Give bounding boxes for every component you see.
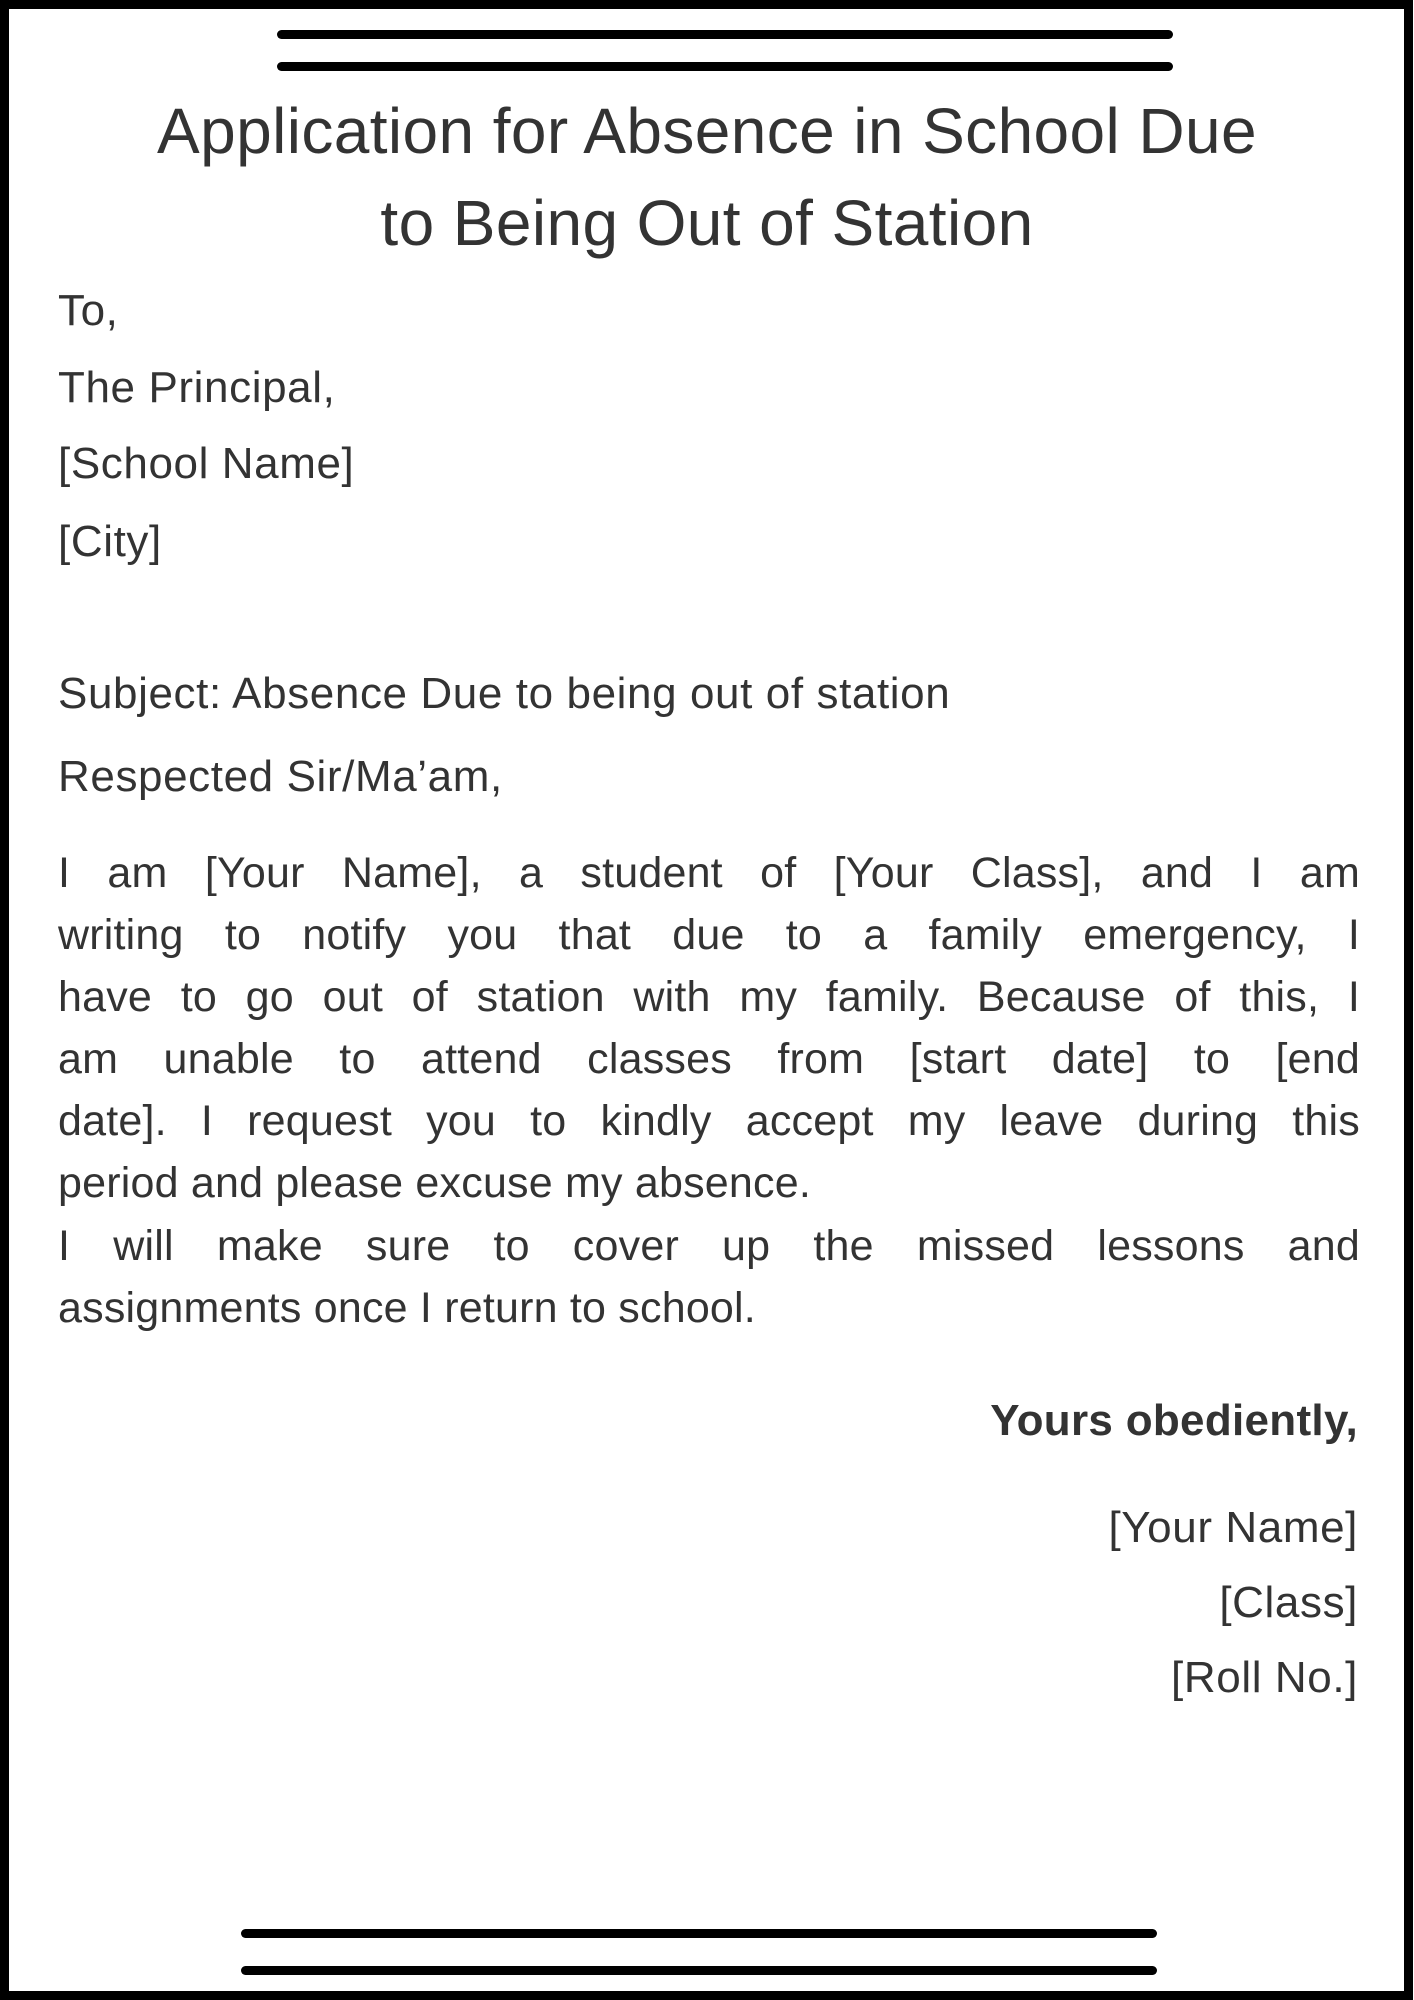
body-line-8: assignments once I return to school. (58, 1284, 756, 1332)
body-line-3: have to go out of station with my family. Because of this, I (58, 973, 1360, 1021)
recipient-school: [School Name] (58, 439, 355, 488)
bottom-rule-2 (241, 1966, 1157, 1975)
closing: Yours obediently, (990, 1396, 1358, 1445)
greeting: Respected Sir/Ma’am, (58, 752, 503, 801)
body-line-4: am unable to attend classes from [start date] to [end (58, 1035, 1360, 1083)
body-line-5: date]. I request you to kindly accept my leave during this (58, 1097, 1360, 1145)
top-rule-1 (277, 30, 1173, 39)
signature-roll-no: [Roll No.] (1171, 1653, 1358, 1702)
page-title-line-1: Application for Absence in School Due (157, 95, 1257, 167)
signature-class: [Class] (1219, 1578, 1358, 1627)
body-line-2: writing to notify you that due to a family emergency, I (58, 911, 1360, 959)
signature-name: [Your Name] (1108, 1503, 1358, 1552)
body-line-7: I will make sure to cover up the missed lessons and (58, 1222, 1360, 1270)
recipient-city: [City] (58, 517, 162, 566)
recipient-designation: The Principal, (58, 363, 336, 412)
recipient-to: To, (58, 286, 119, 335)
body-line-1: I am [Your Name], a student of [Your Class], and I am (58, 849, 1360, 897)
bottom-rule-1 (241, 1929, 1157, 1938)
page-title-line-2: to Being Out of Station (380, 187, 1034, 259)
top-rule-2 (277, 62, 1173, 71)
subject-line: Subject: Absence Due to being out of station (58, 669, 951, 718)
body-line-6: period and please excuse my absence. (58, 1159, 812, 1207)
